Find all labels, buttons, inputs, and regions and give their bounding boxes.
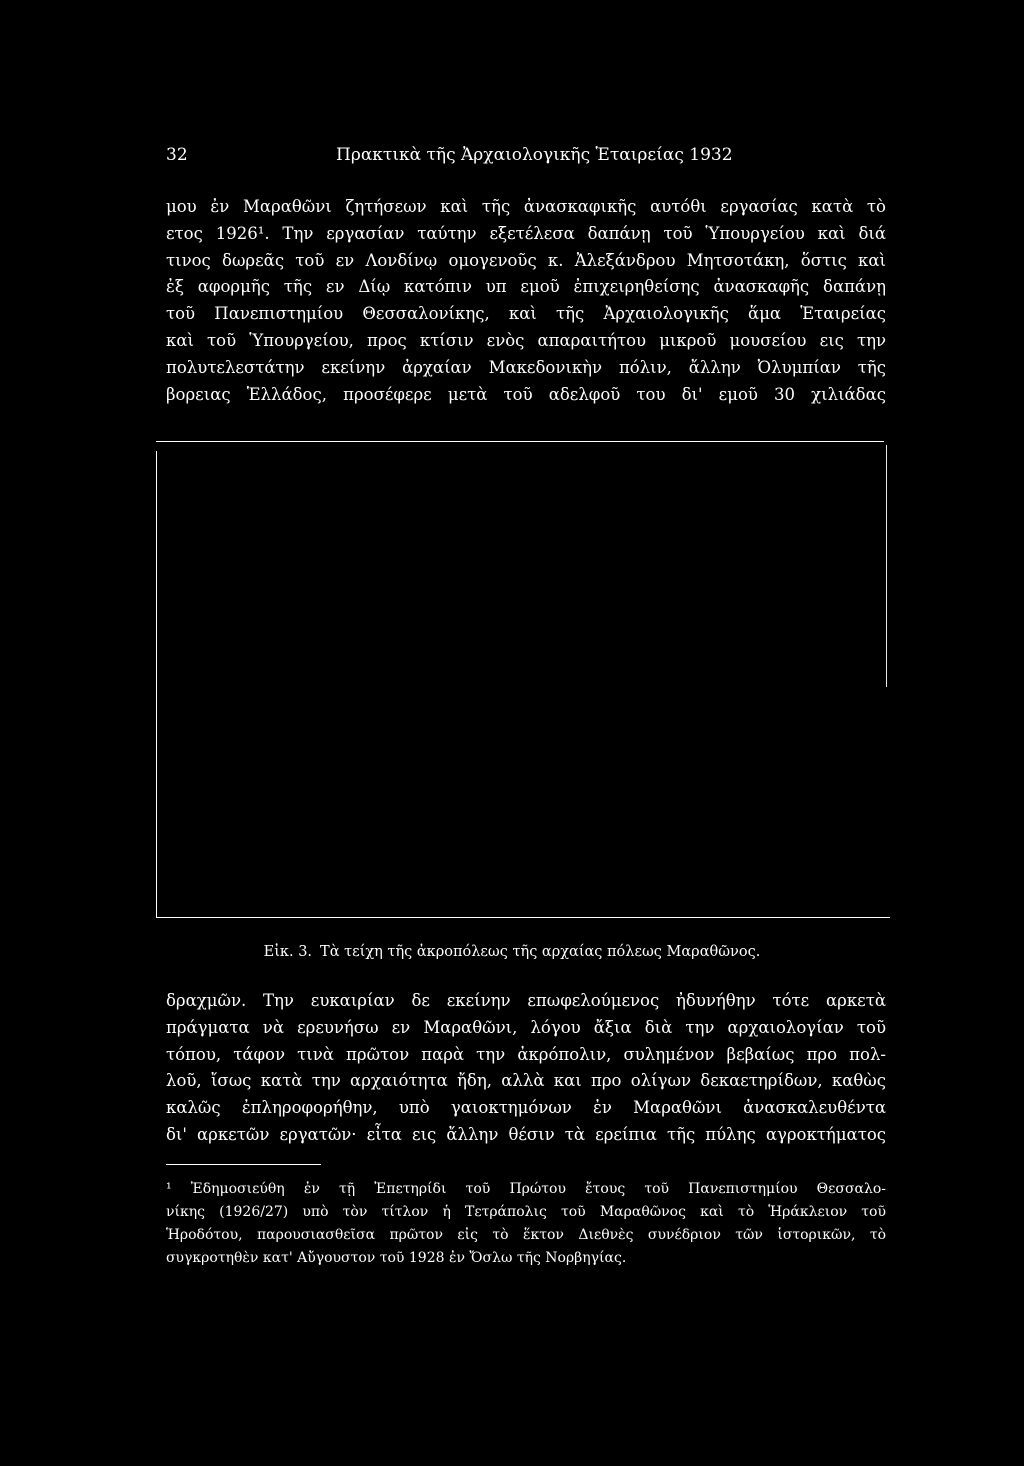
figure-caption-text: Τὰ τείχη τῆς ἀκροπόλεως τῆς αρχαίας πόλεως Μαραθῶνος.	[320, 944, 761, 960]
body-paragraph-1	[166, 194, 886, 408]
text-line: δραχμῶν. Την ευκαιρίαν δε εκείνην επωφελούμενος ἠδυνήθην τότε αρκετὰ	[166, 991, 886, 1010]
page-header	[166, 145, 886, 175]
text-line: τοῦ Πανεπιστημίου Θεσσαλονίκης, καὶ τῆς Ἀρχαιολογικῆς ἅμα Ἑταιρείας	[166, 304, 886, 324]
figure-border-top	[156, 441, 884, 442]
text-line: καλῶς ἐπληροφορήθην, υπὸ γαιοκτημόνων ἐν Μαραθῶνι ἀνασκαλευθέντα	[166, 1098, 886, 1118]
text-line: λοῦ, ἴσως κατὰ την αρχαιότητα ἤδη, αλλὰ και προ ολίγων δεκαετηρίδων, καθὼς	[166, 1071, 886, 1091]
figure-border-bottom	[156, 917, 890, 918]
text-line: βορειας Ἑλλάδος, προσέφερε μετὰ τοῦ αδελφοῦ του δι' εμοῦ 30 χιλιάδας	[166, 384, 886, 404]
text-line: δι' αρκετῶν εργατῶν· εἶτα εις ἄλλην θέσιν τὰ ερείπια τῆς πύλης αγροκτήματος	[166, 1124, 886, 1144]
text-line: καὶ τοῦ Ὑπουργείου, προς κτίσιν ενὸς απαραιτήτου μικροῦ μουσείου εις την	[166, 330, 886, 350]
running-title: Πρακτικὰ τῆς Ἀρχαιολογικῆς Ἑταιρείας 1932	[336, 145, 733, 165]
footnote-divider	[166, 1164, 321, 1165]
figure-caption	[0, 944, 1024, 960]
figure-label: Εἰκ. 3.	[263, 944, 313, 960]
text-line: μου ἐν Μαραθῶνι ζητήσεων καὶ τῆς ἀνασκαφικῆς αυτόθι εργασίας κατὰ τὸ	[166, 197, 886, 216]
figure-image	[156, 441, 890, 919]
footnote	[166, 1178, 886, 1270]
text-line: πράγματα νὰ ερευνήσω εν Μαραθῶνι, λόγου ἄξια διὰ την αρχαιολογίαν τοῦ	[166, 1017, 886, 1037]
page-number: 32	[166, 145, 188, 165]
text-line: ετος 1926¹. Την εργασίαν ταύτην εξετέλεσα δαπάνῃ τοῦ Ὑπουργείου καὶ διά	[166, 223, 886, 243]
figure-border-left	[156, 451, 157, 917]
figure-border-right	[886, 445, 887, 687]
text-line: τινος δωρεᾶς τοῦ εν Λονδίνῳ ομογενοῦς κ. Ἀλεξάνδρου Μητσοτάκη, ὅστις καὶ	[166, 250, 886, 270]
footnote-line: συγκροτηθὲν κατ' Αὔγουστον τοῦ 1928 ἐν Ὄσλω τῆς Νορβηγίας.	[166, 1250, 627, 1266]
footnote-line: Ἡροδότου, παρουσιασθεῖσα πρῶτον εἰς τὸ ἕκτον Διεθνὲς συνέδριον τῶν ἱστορικῶν, τὸ	[166, 1227, 886, 1243]
footnote-line: ¹ Ἐδημοσιεύθη ἐν τῇ Ἐπετηρίδι τοῦ Πρώτου ἔτους τοῦ Πανεπιστημίου Θεσσαλο-	[166, 1181, 886, 1197]
text-line: πολυτελεστάτην εκείνην ἀρχαίαν Μακεδονικὴν πόλιν, ἄλλην Ὀλυμπίαν τῆς	[166, 357, 886, 377]
text-line: ἐξ αφορμῆς τῆς εν Δίῳ κατόπιν υπ εμοῦ ἐπιχειρηθείσης ἀνασκαφῆς δαπάνῃ	[166, 277, 886, 297]
body-paragraph-2	[166, 988, 886, 1149]
text-line: τόπου, τάφον τινὰ πρῶτον παρὰ την ἀκρόπολιν, συλημένον βεβαίως προ πολ-	[166, 1044, 886, 1064]
footnote-line: νίκης (1926/27) υπὸ τὸν τίτλον ἡ Τετράπολις τοῦ Μαραθῶνος καὶ τὸ Ἡράκλειον τοῦ	[166, 1204, 886, 1220]
